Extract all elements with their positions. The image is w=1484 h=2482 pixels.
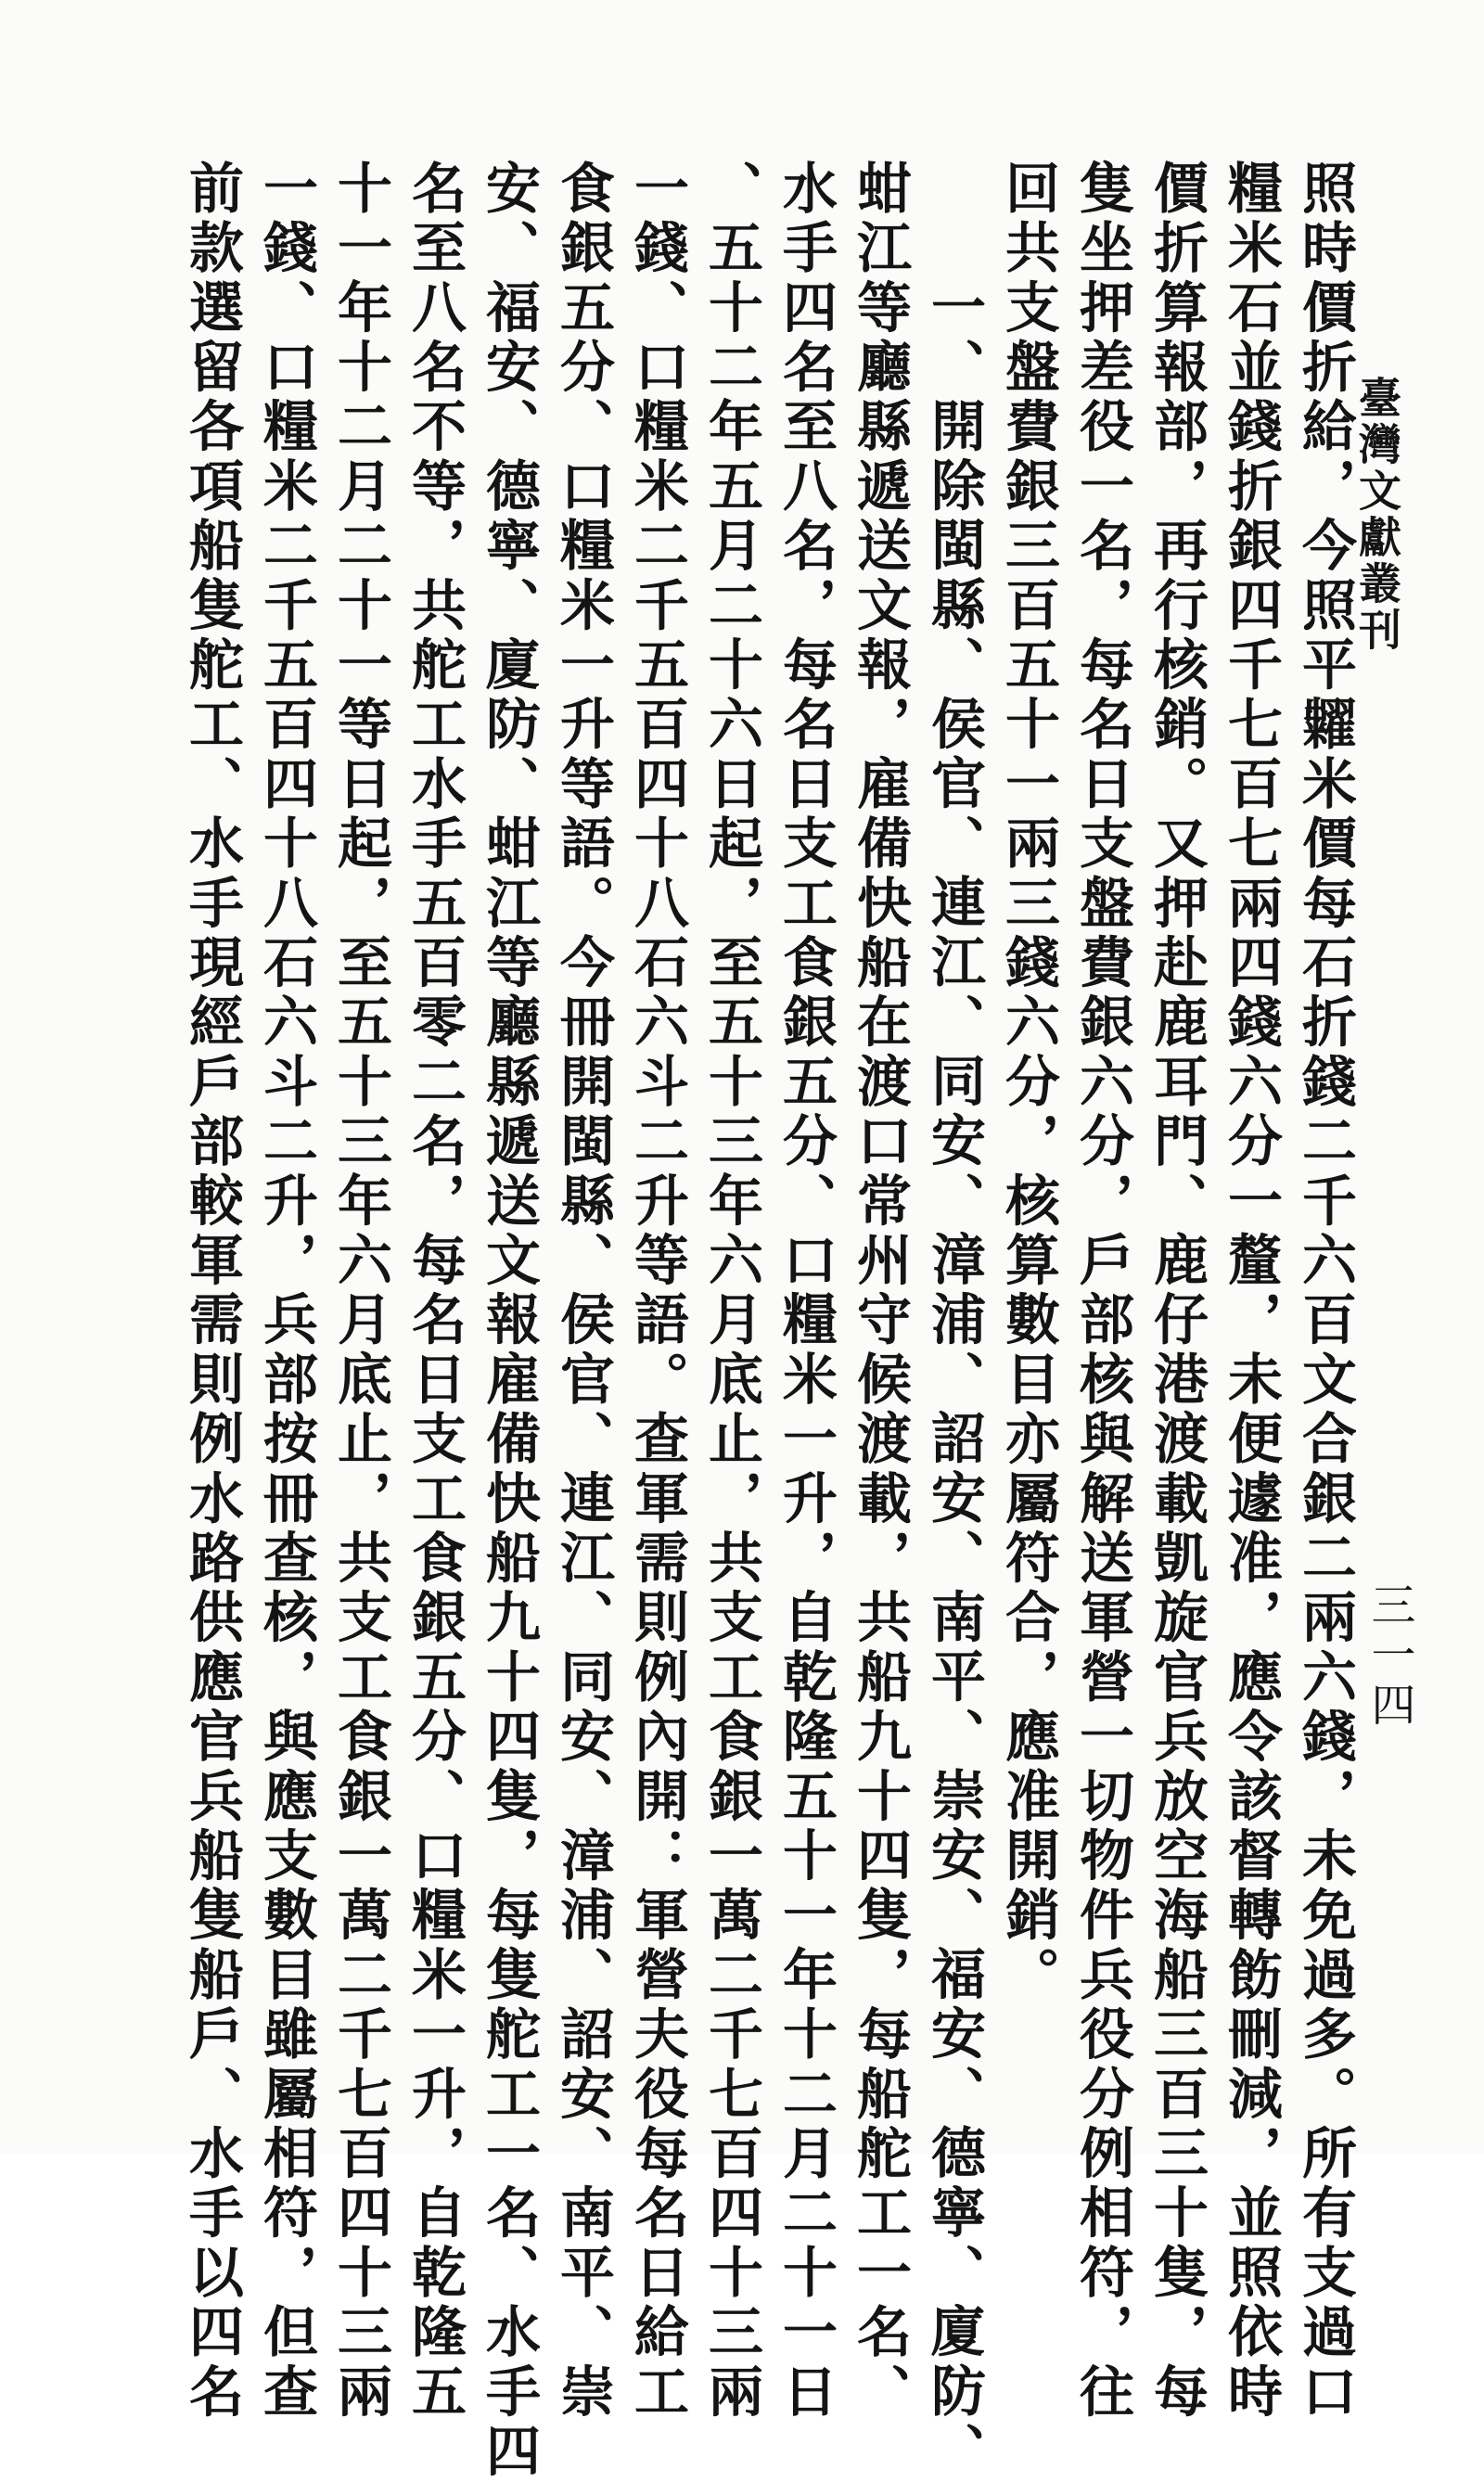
page-number: 三一四 [1363, 1581, 1415, 1732]
text-column: 隻坐押差役一名，每名日支盤費銀六分，戶部核與解送軍營一切物件兵役分例相符，往 [1070, 160, 1134, 2423]
text-column: 十一年十二月二十一等日起，至五十三年六月底止，共支工食銀一萬二千七百四十三兩 [328, 160, 392, 2423]
text-column: 照時價折給，今照平糶米價每石折錢二千六百文合銀二兩六錢，未免過多。所有支過口 [1293, 160, 1357, 2423]
text-column: 糧米石並錢折銀四千七百七兩四錢六分一釐，未便遽准，應令該督轉飭刪減，並照依時 [1219, 160, 1283, 2423]
text-column: 安、福安、德寧、廈防、蚶江等廳縣遞送文報雇備快船九十四隻，每隻舵工一名、水手四 [477, 160, 541, 2482]
text-column: 價折算報部，再行核銷。又押赴鹿耳門、鹿仔港渡載凱旋官兵放空海船三百三十隻，每 [1145, 160, 1209, 2423]
running-header-title: 臺灣文獻叢刊 [1352, 376, 1402, 654]
text-column: 一錢、口糧米二千五百四十八石六斗二升，兵部按冊查核，與應支數目雖屬相符，但查 [254, 160, 318, 2423]
text-column: 前款選留各項船隻舵工、水手現經戶部較軍需則例水路供應官兵船隻船戶、水手以四名 [180, 160, 244, 2423]
text-column: 名至八名不等，共舵工水手五百零二名，每名日支工食銀五分、口糧米一升，自乾隆五 [403, 160, 467, 2423]
text-column: 水手四名至八名，每名日支工食銀五分、口糧米一升，自乾隆五十一年十二月二十一日 [774, 160, 838, 2423]
text-column: 一錢、口糧米二千五百四十八石六斗二升等語。查軍需則例內開：軍營夫役每名日給工 [625, 160, 689, 2423]
text-column: 、五十二年五月二十六日起，至五十三年六月底止，共支工食銀一萬二千七百四十三兩 [699, 160, 763, 2423]
text-column: 食銀五分、口糧米一升等語。今冊開閩縣、侯官、連江、同安、漳浦、詔安、南平、崇 [551, 160, 615, 2423]
text-column: 蚶江等廳縣遞送文報，雇備快船在渡口常州守候渡載，共船九十四隻，每船舵工一名、 [848, 160, 912, 2423]
text-column: 回共支盤費銀三百五十一兩三錢六分，核算數目亦屬符合，應准開銷。 [996, 160, 1060, 2006]
text-column-item-start: 一、開除閩縣、侯官、連江、同安、漳浦、詔安、南平、崇安、福安、德寧、廈防、 [922, 278, 986, 2482]
vertical-body-text [180, 160, 1357, 2482]
